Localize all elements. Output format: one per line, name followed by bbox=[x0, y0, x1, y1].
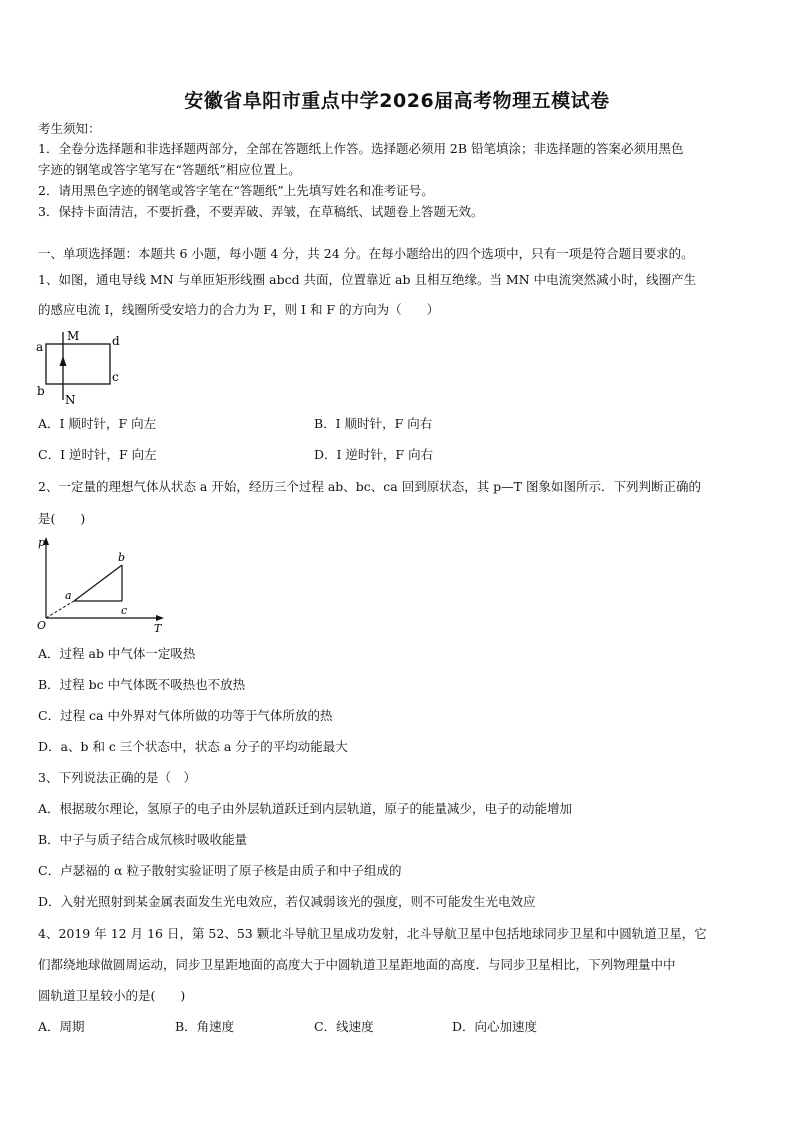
t-axis-arrow-icon bbox=[156, 615, 164, 621]
section-heading: 一、单项选择题：本题共 6 小题，每小题 4 分，共 24 分。在每小题给出的四个选项中，只有一项是符合题目要求的。 bbox=[38, 246, 694, 261]
q4-stem-line2: 们都绕地球做圆周运动，同步卫星距地面的高度大于中圆轨道卫星距地面的高度．与同步卫星相比，下列物理量中中 bbox=[38, 957, 676, 972]
axis-label-p: p bbox=[38, 536, 46, 549]
q4-option-c: C．线速度 bbox=[314, 1019, 374, 1034]
extension-dashed-line bbox=[46, 601, 74, 618]
notice-item: 1．全卷分选择题和非选择题两部分，全部在答题纸上作答。选择题必须用 2B 铅笔填涂；非选择题的答案必须用黑色 bbox=[38, 141, 684, 156]
axis-label-t: T bbox=[154, 622, 162, 635]
label-c: c bbox=[112, 370, 119, 384]
label-n: N bbox=[65, 393, 76, 406]
state-c-label: c bbox=[121, 604, 128, 617]
current-arrow-icon bbox=[60, 356, 67, 366]
q2-option-a: A．过程 ab 中气体一定吸热 bbox=[38, 646, 196, 661]
state-b-label: b bbox=[118, 551, 126, 564]
coil-rectangle bbox=[46, 344, 110, 384]
q4-stem-line1: 4、2019 年 12 月 16 日，第 52、53 颗北斗导航卫星成功发射，北斗导航卫星中包括地球同步卫星和中圆轨道卫星，它 bbox=[38, 926, 707, 941]
q1-option-d: D．I 逆时针，F 向右 bbox=[314, 447, 434, 462]
q4-option-d: D．向心加速度 bbox=[452, 1019, 538, 1034]
q1-figure bbox=[34, 326, 134, 406]
notice-item: 2．请用黑色字迹的钢笔或答字笔在“答题纸”上先填写姓名和准考证号。 bbox=[38, 183, 434, 198]
notice-item: 3．保持卡面清洁，不要折叠，不要弄破、弄皱，在草稿纸、试题卷上答题无效。 bbox=[38, 204, 484, 219]
page-title: 安徽省阜阳市重点中学2026届高考物理五模试卷 bbox=[184, 90, 610, 112]
label-d: d bbox=[112, 334, 120, 348]
q1-option-a: A．I 顺时针，F 向左 bbox=[38, 416, 157, 431]
q3-stem: 3、下列说法正确的是（ ） bbox=[38, 770, 196, 785]
notice-heading: 考生须知： bbox=[38, 121, 101, 136]
q1-option-b: B．I 顺时针，F 向右 bbox=[314, 416, 433, 431]
q2-option-c: C．过程 ca 中外界对气体所做的功等于气体所放的热 bbox=[38, 708, 333, 723]
q1-stem-line2: 的感应电流 I，线圈所受安培力的合力为 F，则 I 和 F 的方向为（ ） bbox=[38, 302, 440, 317]
q2-option-d: D．a、b 和 c 三个状态中，状态 a 分子的平均动能最大 bbox=[38, 739, 348, 754]
origin-label: O bbox=[37, 619, 47, 632]
state-a-label: a bbox=[65, 589, 72, 602]
label-b: b bbox=[37, 384, 45, 398]
q4-option-b: B．角速度 bbox=[175, 1019, 235, 1034]
process-ab bbox=[74, 565, 122, 601]
q2-stem-line2: 是( ) bbox=[38, 511, 86, 526]
label-a: a bbox=[36, 340, 44, 354]
q3-option-d: D．入射光照射到某金属表面发生光电效应，若仅减弱该光的强度，则不可能发生光电效应 bbox=[38, 894, 536, 909]
label-m: M bbox=[67, 329, 80, 343]
q3-option-b: B．中子与质子结合成氘核时吸收能量 bbox=[38, 832, 248, 847]
q2-option-b: B．过程 bc 中气体既不吸热也不放热 bbox=[38, 677, 246, 692]
q1-option-c: C．I 逆时针，F 向左 bbox=[38, 447, 157, 462]
q4-option-a: A．周期 bbox=[38, 1019, 85, 1034]
q1-stem-line1: 1、如图，通电导线 MN 与单匝矩形线圈 abcd 共面，位置靠近 ab 且相互绝缘。当 MN 中电流突然减小时，线圈产生 bbox=[38, 272, 697, 287]
q2-pt-graph bbox=[36, 534, 170, 636]
q2-stem-line1: 2、一定量的理想气体从状态 a 开始，经历三个过程 ab、bc、ca 回到原状态，其 p—T 图象如图所示．下列判断正确的 bbox=[38, 479, 701, 494]
notice-item: 字迹的钢笔或答字笔写在“答题纸”相应位置上。 bbox=[38, 162, 301, 177]
q3-option-a: A．根据玻尔理论，氢原子的电子由外层轨道跃迁到内层轨道，原子的能量减少，电子的动能增加 bbox=[38, 801, 573, 816]
q3-option-c: C．卢瑟福的 α 粒子散射实验证明了原子核是由质子和中子组成的 bbox=[38, 863, 402, 878]
q4-stem-line3: 圆轨道卫星较小的是( ) bbox=[38, 988, 186, 1003]
